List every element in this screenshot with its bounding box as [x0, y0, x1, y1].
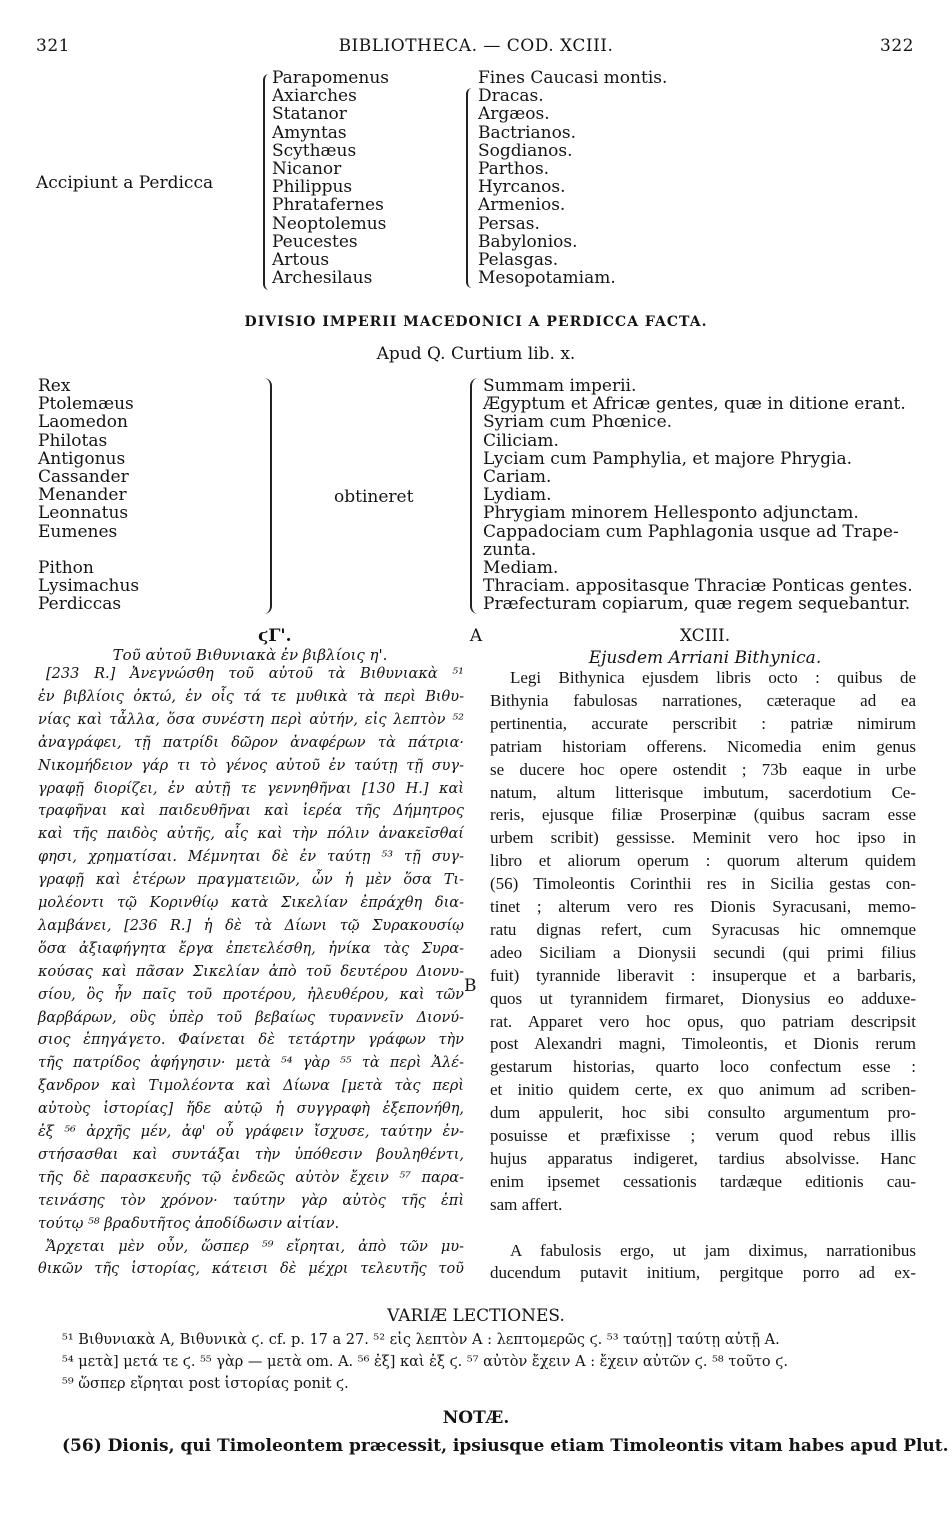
variae-line: ⁵¹ Βιθυνιακὰ A, Βιθυνικὰ ϛ. cf. p. 17 a 27. ⁵² εἰς λεπτὸν A : λεπτομερῶς ϛ. ⁵³ ταύτῃ] ταύτῃ αὐτῇ A. — [62, 1332, 780, 1348]
table2-name: Rex — [38, 376, 71, 396]
table2-name: Antigonus — [38, 448, 126, 469]
latin-line: quos ut tyrannidem firmaret, Dionysius eo adduxe- — [490, 988, 916, 1008]
table2-name: Lysimachus — [38, 576, 140, 597]
latin-line: posuisse et præfixisse ; verum quod rebus illis — [490, 1126, 916, 1145]
table1-region: Armenios. — [478, 195, 566, 216]
table2-name: Eumenes — [38, 521, 118, 542]
greek-line: Ἄρχεται μὲν οὖν, ὥσπερ ⁵⁹ εἴρηται, ἀπὸ τῶν μυ- — [46, 1238, 464, 1255]
left-page-number: 321 — [36, 36, 70, 56]
table2-name: Perdiccas — [38, 594, 122, 615]
latin-line: se ducere hoc opere ostendit ; 73b eaque in urbe — [490, 759, 916, 779]
table2-region: Lyciam cum Pamphylia, et majore Phrygia. — [483, 448, 853, 469]
greek-line: τῆς πατρίδος ἀφήγησιν· μετὰ ⁵⁴ γὰρ ⁵⁵ τὰ περὶ Ἀλέ- — [38, 1055, 464, 1072]
table2-region: Ciliciam. — [483, 430, 559, 451]
greek-line: [233 R.] Ἀνεγνώσθη τοῦ αὐτοῦ τὰ Βιθυνιακὰ ⁵¹ — [46, 666, 464, 682]
table1-region: Parthos. — [478, 159, 550, 179]
latin-line: Legi Bithynica ejusdem libris octo : quibus de — [510, 668, 916, 687]
table1-region: Babylonios. — [478, 231, 578, 252]
table1-region: Argæos. — [478, 104, 550, 125]
variae-line: ⁵⁹ ὥσπερ εἴρηται post ἱστορίας ponit ϛ. — [62, 1376, 349, 1392]
margin-letter-a: A — [469, 626, 483, 646]
table2-region: Summam imperii. — [483, 376, 637, 396]
latin-line: ratu dignas refert, cum Syracusas hic omnemque — [490, 919, 916, 939]
latin-line: hujus apparatus indigeret, tardius absolvisse. Hanc — [490, 1148, 916, 1168]
table1-name: Parapomenus — [272, 68, 389, 88]
table1-name: Neoptolemus — [272, 213, 387, 234]
table1-region: Mesopotamiam. — [478, 268, 616, 289]
latin-line: rat. Apparet vero hoc opus, quo patriam descripsit — [490, 1011, 916, 1031]
table2-name: Cassander — [38, 467, 129, 487]
latin-line: reris, ejusque filiæ Proserpinæ (quibus sacram esse — [490, 805, 916, 825]
table1-region: Fines Caucasi montis. — [478, 68, 668, 88]
latin-line: Bithynia fabulosas narrationes, cæteraque ad ea — [490, 690, 916, 710]
table1-name: Archesilaus — [272, 268, 373, 289]
table2-region: Syriam cum Phœnice. — [483, 412, 673, 433]
latin-number: XCIII. — [679, 626, 731, 646]
table1-left-brace — [263, 74, 271, 290]
table1-name: Phratafernes — [272, 195, 384, 216]
right-page-number: 322 — [880, 36, 914, 56]
greek-line: αὐτοὺς ἱστορίας] ἤδε αὐτῷ ἡ συγγραφὴ ἐξεπονήθη, — [38, 1101, 464, 1118]
greek-line: ξανδρον καὶ Τιμολέοντα καὶ Δίωνα [μετὰ τὰς περὶ — [38, 1078, 464, 1095]
table2-name: Philotas — [38, 430, 108, 451]
table1-name: Philippus — [272, 177, 353, 198]
table2-name: Pithon — [38, 558, 94, 578]
table2-region: Cappadociam cum Paphlagonia usque ad Trape- — [483, 521, 899, 542]
latin-line: sam affert. — [490, 1194, 563, 1214]
greek-line: καὶ τῆς παιδὸς αὐτῆς, αἷς καὶ τὴν πόλιν ἀνακεῖσθαί — [38, 826, 464, 843]
table2-region: Ægyptum et Africæ gentes, quæ in ditione erant. — [483, 394, 906, 415]
table1-label: Accipiunt a Perdicca — [36, 173, 214, 193]
greek-line: κούσας καὶ πᾶσαν Σικελίαν ἀπὸ τοῦ δευτέρου Διονυ- — [38, 963, 464, 980]
table1-name: Peucestes — [272, 231, 358, 252]
table2-right-brace — [470, 378, 480, 614]
latin-line: A fabulosis ergo, ut jam diximus, narrationibus — [510, 1240, 916, 1260]
greek-number: ϛΓ'. — [258, 626, 292, 646]
latin-line: gestarum historias, quarto loco confectum esse : — [490, 1057, 916, 1077]
table1-region: Dracas. — [478, 86, 544, 107]
variae-line: ⁵⁴ μετὰ] μετά τε ϛ. ⁵⁵ γὰρ — μετὰ om. A. ⁵⁶ ἐξ] καὶ ἐξ ϛ. ⁵⁷ αὐτὸν ἔχειν A : ἔχειν αὐτῶν ϛ. ⁵⁸ τοῦτο ϛ. — [62, 1354, 788, 1370]
greek-line: βαρβάρων, οὓς ὑπὲρ τοῦ βεβαίως τυραννεῖν Διονύ- — [38, 1009, 464, 1026]
table1-region: Sogdianos. — [478, 140, 573, 161]
division-title: DIVISIO IMPERII MACEDONICI A PERDICCA FACTA. — [244, 314, 708, 330]
variae-heading: VARIÆ LECTIONES. — [387, 1306, 565, 1326]
table1-name: Statanor — [272, 104, 347, 125]
greek-line: ἀναγράφει, τῇ πατρίδι δῶρον ἀναφέρων τὰ πάτρια· — [38, 734, 464, 751]
greek-line: μολέοντι τῷ Κορινθίῳ κατὰ Σικελίαν ἐπράχθη δια- — [38, 895, 464, 911]
greek-line: σίου, ὃς ἦν παῖς τοῦ προτέρου, ἠλευθέρου, καὶ τῶν — [38, 986, 464, 1003]
notae-text: (56) Dionis, qui Timoleontem præcessit, ipsiusque etiam Timoleontis vitam habes apud Plut. — [62, 1436, 949, 1456]
table1-right-brace — [466, 88, 474, 288]
greek-line: τραφῆναι καὶ παιδευθῆναι καὶ ἱερέα τῆς Δήμητρος — [38, 803, 464, 820]
greek-line: στήσασθαι καὶ συντάξαι τὴν ὑπόθεσιν βουληθέντι, — [38, 1146, 464, 1163]
table2-name: Ptolemæus — [38, 394, 134, 415]
greek-line: θικῶν τῆς ἱστορίας, κάτεισι δὲ μέχρι τελευτῆς τοῦ — [38, 1261, 464, 1278]
latin-line: (56) Timoleontis Corinthii res in Sicilia gestas con- — [490, 874, 916, 894]
greek-line: ὅσα ἀξιαφήγητα ἔργα ἐπετελέσθη, ἡνίκα τὰς Συρα- — [38, 940, 464, 957]
greek-line: ἐξ ⁵⁶ ἀρχῆς μέν, ἀφ' οὗ γράφειν ἴσχυσε, ταύτην ἐν- — [38, 1124, 464, 1140]
latin-line: tinet ; alterum vero res Dionis Syracusani, memo- — [490, 897, 916, 916]
greek-line: τῆς δὲ παρασκευῆς τῷ ἐνδεῶς αὐτὸν ἔχειν ⁵⁷ παρα- — [38, 1169, 464, 1186]
table2-name: Laomedon — [38, 412, 128, 433]
latin-title: Ejusdem Arriani Bithynica. — [588, 648, 822, 668]
table2-region: Phrygiam minorem Hellesponto adjunctam. — [483, 503, 859, 524]
greek-title: Τοῦ αὐτοῦ Βιθυνιακὰ ἐν βιβλίοις η'. — [112, 646, 388, 664]
latin-line: urbem scribit) gessisse. Meminit vero hoc ipso in — [490, 828, 916, 848]
running-title: BIBLIOTHECA. — COD. XCIII. — [338, 36, 614, 56]
latin-line: fuit) tyrannide liberavit : insuperque et a barbaris, — [490, 965, 916, 985]
table1-name: Artous — [272, 250, 330, 270]
table2-region: Mediam. — [483, 558, 559, 578]
greek-line: γραφῇ καὶ ἑτέρων πραγματειῶν, ὧν ἡ μὲν ὅσα Τι- — [38, 872, 464, 889]
table1-name: Scythæus — [272, 140, 357, 161]
table1-region: Bactrianos. — [478, 122, 576, 143]
table1-name: Nicanor — [272, 159, 342, 179]
greek-line: γραφῇ διορίζει, ἐν αὐτῇ τε γεννηθῆναι [130 H.] καὶ — [38, 780, 464, 797]
latin-line: dum appulerit, hoc sibi consulto argumentum pro- — [490, 1103, 916, 1123]
table1-name: Amyntas — [272, 122, 347, 143]
latin-line: patriam historiam offerens. Nicomedia enim genus — [490, 736, 916, 756]
greek-line: φησι, χρηματίσαι. Μέμνηται δὲ ἐν ταύτῃ ⁵³ τῇ συγ- — [38, 849, 464, 866]
latin-line: enim ipsemet cessationis tardæque editionis cau- — [490, 1171, 916, 1191]
table2-name: Menander — [38, 485, 127, 506]
latin-line: libro et aliorum operum : quorum alterum quidem — [490, 851, 916, 871]
table2-region: zunta. — [483, 539, 537, 560]
latin-line: adeo Siciliam a Dionysii secundi (qui primi filius — [490, 942, 916, 962]
greek-line: Νικομήδειον γάρ τι τὸ γένος αὐτοῦ ἐν ταύτῃ τῇ συγ- — [38, 757, 464, 774]
margin-letter-b: B — [464, 976, 477, 996]
notae-heading: NOTÆ. — [442, 1408, 510, 1428]
table2-region: Thraciam. appositasque Thraciæ Ponticas gentes. — [483, 576, 913, 597]
latin-line: post Alexandri magni, Timoleontis, et Dionis rerum — [490, 1034, 916, 1054]
table1-name: Axiarches — [272, 86, 357, 107]
table2-region: Lydiam. — [483, 485, 552, 506]
table1-region: Hyrcanos. — [478, 177, 566, 198]
greek-line: λαμβάνει, [236 R.] ἡ δὲ τὰ Δίωνι τῷ Συρακουσίῳ — [38, 917, 464, 934]
table2-name: Leonnatus — [38, 503, 129, 524]
latin-line: natum, altum litterisque imbutum, sacerdotium Ce- — [490, 782, 916, 802]
greek-line: τεινάσης τὸν χρόνον· ταύτην γὰρ αὐτὸς τῆς ἐπὶ — [38, 1192, 464, 1209]
table2-region: Cariam. — [483, 467, 552, 487]
table1-region: Persas. — [478, 213, 540, 234]
greek-line: σιος ἐπηγάγετο. Φαίνεται δὲ τετάρτην γράφων τὴν — [38, 1032, 464, 1049]
latin-line: pertinentia, accurate perscribit : patriæ nimirum — [490, 713, 916, 733]
table2-left-brace — [262, 378, 272, 614]
greek-line: ἐν βιβλίοις ὀκτώ, ἐν οἷς τά τε μυθικὰ τὰ περὶ Βιθυ- — [38, 688, 464, 705]
greek-line: νίας καὶ τἆλλα, ὅσα συνέστη περὶ αὐτήν, εἰς λεπτὸν ⁵² — [38, 711, 464, 728]
latin-line: ducendum putavit initium, pergitque porro ad ex- — [490, 1263, 916, 1283]
table2-region: Præfecturam copiarum, quæ regem sequebantur. — [483, 594, 911, 615]
latin-line: et initio quidem certe, ex quo animum ad scriben- — [490, 1080, 916, 1100]
table1-region: Pelasgas. — [478, 250, 559, 270]
greek-line: τούτῳ ⁵⁸ βραδυτῆτος ἀποδίδωσιν αἰτίαν. — [38, 1215, 340, 1232]
table2-verb: obtineret — [334, 487, 414, 507]
division-subtitle: Apud Q. Curtium lib. x. — [376, 344, 576, 364]
